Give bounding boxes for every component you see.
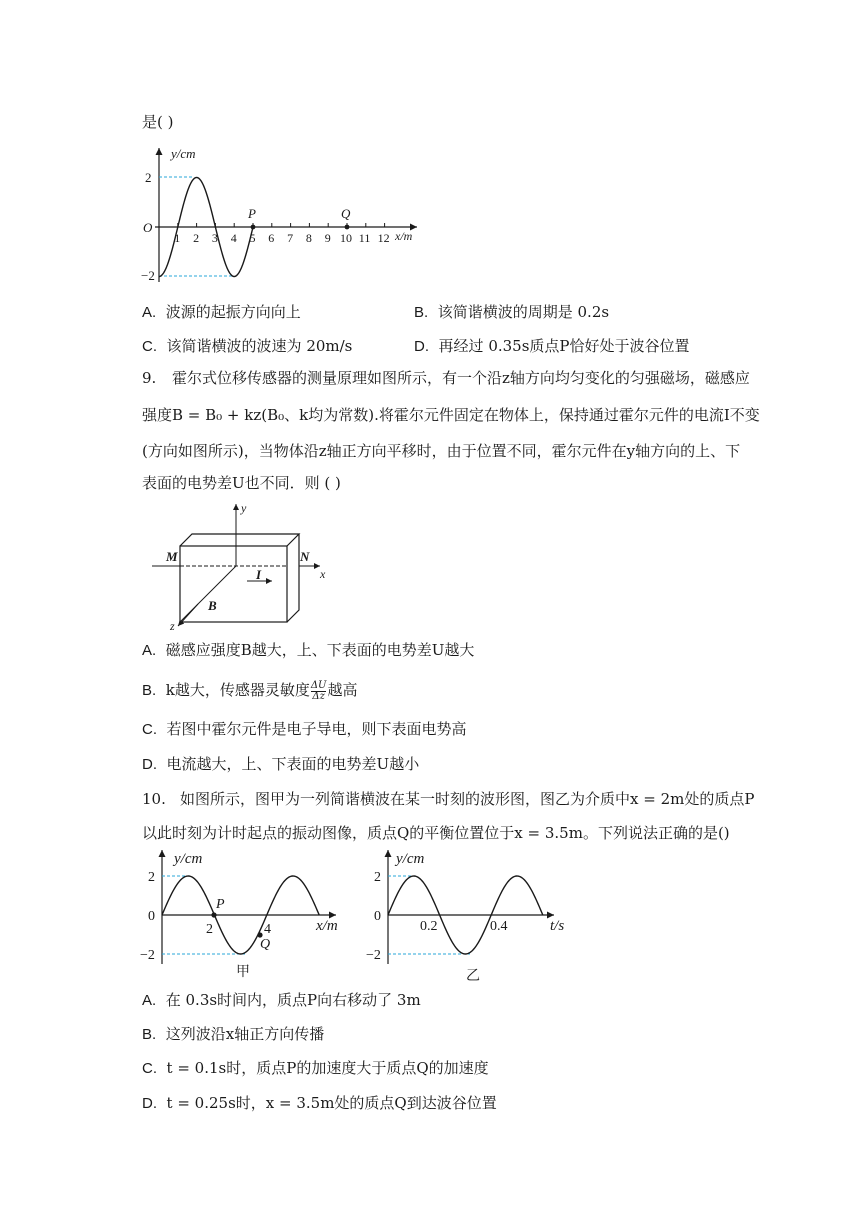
q10-wave-graph-a <box>140 846 360 981</box>
q9-option-d[interactable]: D. 电流越大，上、下表面的电势差U越小 <box>142 755 420 773</box>
x-tick-label: 11 <box>358 231 371 245</box>
x-tick-label: 9 <box>324 231 331 245</box>
z-label: z <box>170 619 175 633</box>
y-axis-label: y/cm <box>171 146 196 161</box>
q9-hall-figure <box>140 498 340 633</box>
y-label: y <box>241 501 247 515</box>
x-tick-2: 2 <box>206 922 213 937</box>
q9-stem-line-4: 表面的电势差U也不同．则 ( ) <box>142 474 341 492</box>
y-pos-label: 2 <box>148 870 155 885</box>
i-label: I <box>256 567 262 582</box>
box-top <box>180 534 299 546</box>
y-tick-neg2: −2 <box>141 268 155 283</box>
point-q-label: Q <box>341 206 351 221</box>
x-tick-label: 3 <box>211 231 218 245</box>
q8-option-c[interactable]: C. 该简谐横波的波速为 20m/s <box>142 337 353 355</box>
x-tick-4: 4 <box>264 922 271 937</box>
box-front <box>180 546 287 622</box>
point-p-label: P <box>248 206 256 221</box>
q10-stem-line-1: 如图所示，图甲为一列简谐横波在某一时刻的波形图，图乙为介质中x = 2m处的质点P <box>180 790 755 808</box>
point-p <box>251 225 256 230</box>
q8-option-a[interactable]: A. 波源的起振方向向上 <box>142 303 301 321</box>
y-neg-label: −2 <box>366 948 381 963</box>
b-label: B <box>208 598 217 613</box>
y-neg-label: −2 <box>140 948 155 963</box>
box-side <box>287 534 299 622</box>
x-tick-label: 2 <box>193 231 200 245</box>
x-tick-label: 4 <box>230 231 237 245</box>
caption: 甲 <box>236 965 250 980</box>
m-label: M <box>166 549 178 564</box>
origin-label: O <box>143 220 153 235</box>
q8-option-b[interactable]: B. 该简谐横波的周期是 0.2s <box>414 303 610 321</box>
y-pos-label: 2 <box>374 870 381 885</box>
x-tick-label: 12 <box>377 231 390 245</box>
q10-number: 10. <box>142 790 166 808</box>
b-arrow <box>178 604 198 626</box>
caption: 乙 <box>466 969 480 981</box>
point-p-label: P <box>216 897 225 912</box>
x-tick-label: 7 <box>287 231 294 245</box>
q8-option-d[interactable]: D. 再经过 0.35s质点P恰好处于波谷位置 <box>414 337 690 355</box>
x-tick-label: 1 <box>174 231 181 245</box>
point-q <box>345 225 350 230</box>
q9-stem-line-3: (方向如图所示)，当物体沿z轴正方向平移时，由于位置不同，霍尔元件在y轴方向的上、下 <box>142 442 741 460</box>
x-ticks <box>174 223 389 245</box>
q10-option-c[interactable]: C. t = 0.1s时，质点P的加速度大于质点Q的加速度 <box>142 1059 489 1077</box>
zero-label: 0 <box>148 909 155 924</box>
q10-option-a[interactable]: A. 在 0.3s时间内，质点P向右移动了 3m <box>142 991 421 1009</box>
q9-option-b[interactable]: B. k越大，传感器灵敏度 $\frac{\Delta U}{\Delta z}$ 越高 <box>142 679 358 702</box>
q10-stem-line-2: 以此时刻为计时起点的振动图像，质点Q的平衡位置位于x = 3.5m。下列说法正确的是() <box>142 824 730 842</box>
x-tick-label: 5 <box>249 231 256 245</box>
z-axis <box>180 566 236 622</box>
y-axis-label: y/cm <box>396 851 425 867</box>
q9-stem-line-2: 强度B = B₀ + kz(B₀、k均为常数).将霍尔元件固定在物体上，保持通过霍尔元件的电流I不变 <box>142 406 760 424</box>
q10-option-d[interactable]: D. t = 0.25s时，x = 3.5m处的质点Q到达波谷位置 <box>142 1094 497 1112</box>
t-tick-02: 0.2 <box>420 919 438 934</box>
zero-label: 0 <box>374 909 381 924</box>
n-label: N <box>300 549 310 564</box>
q9-option-a[interactable]: A. 磁感应强度B越大，上、下表面的电势差U越大 <box>142 641 475 659</box>
y-tick-2: 2 <box>145 170 152 185</box>
sensitivity-fraction: $\frac{\Delta U}{\Delta z}$ <box>310 679 327 702</box>
q9-stem-line-1: 霍尔式位移传感器的测量原理如图所示，有一个沿z轴方向均匀变化的匀强磁场，磁感应 <box>172 369 750 387</box>
point-p <box>211 912 216 917</box>
x-axis-label: x/m <box>395 229 413 243</box>
x-tick-label: 10 <box>340 231 352 245</box>
t-tick-04: 0.4 <box>490 919 508 934</box>
x-axis-label: x/m <box>316 918 338 934</box>
point-q-label: Q <box>260 937 271 952</box>
q9-number: 9. <box>142 369 157 387</box>
t-axis-label: t/s <box>550 918 565 934</box>
x-tick-label: 6 <box>268 231 275 245</box>
q10-vibration-graph-b <box>366 846 576 981</box>
x-label: x <box>320 567 326 581</box>
q8-wave-graph <box>135 140 425 290</box>
y-axis-label: y/cm <box>174 851 203 867</box>
q10-option-b[interactable]: B. 这列波沿x轴正方向传播 <box>142 1025 325 1043</box>
x-tick-label: 8 <box>305 231 312 245</box>
q9-option-c[interactable]: C. 若图中霍尔元件是电子导电，则下表面电势高 <box>142 720 467 738</box>
q8-stem-tail: 是( ) <box>142 113 174 131</box>
